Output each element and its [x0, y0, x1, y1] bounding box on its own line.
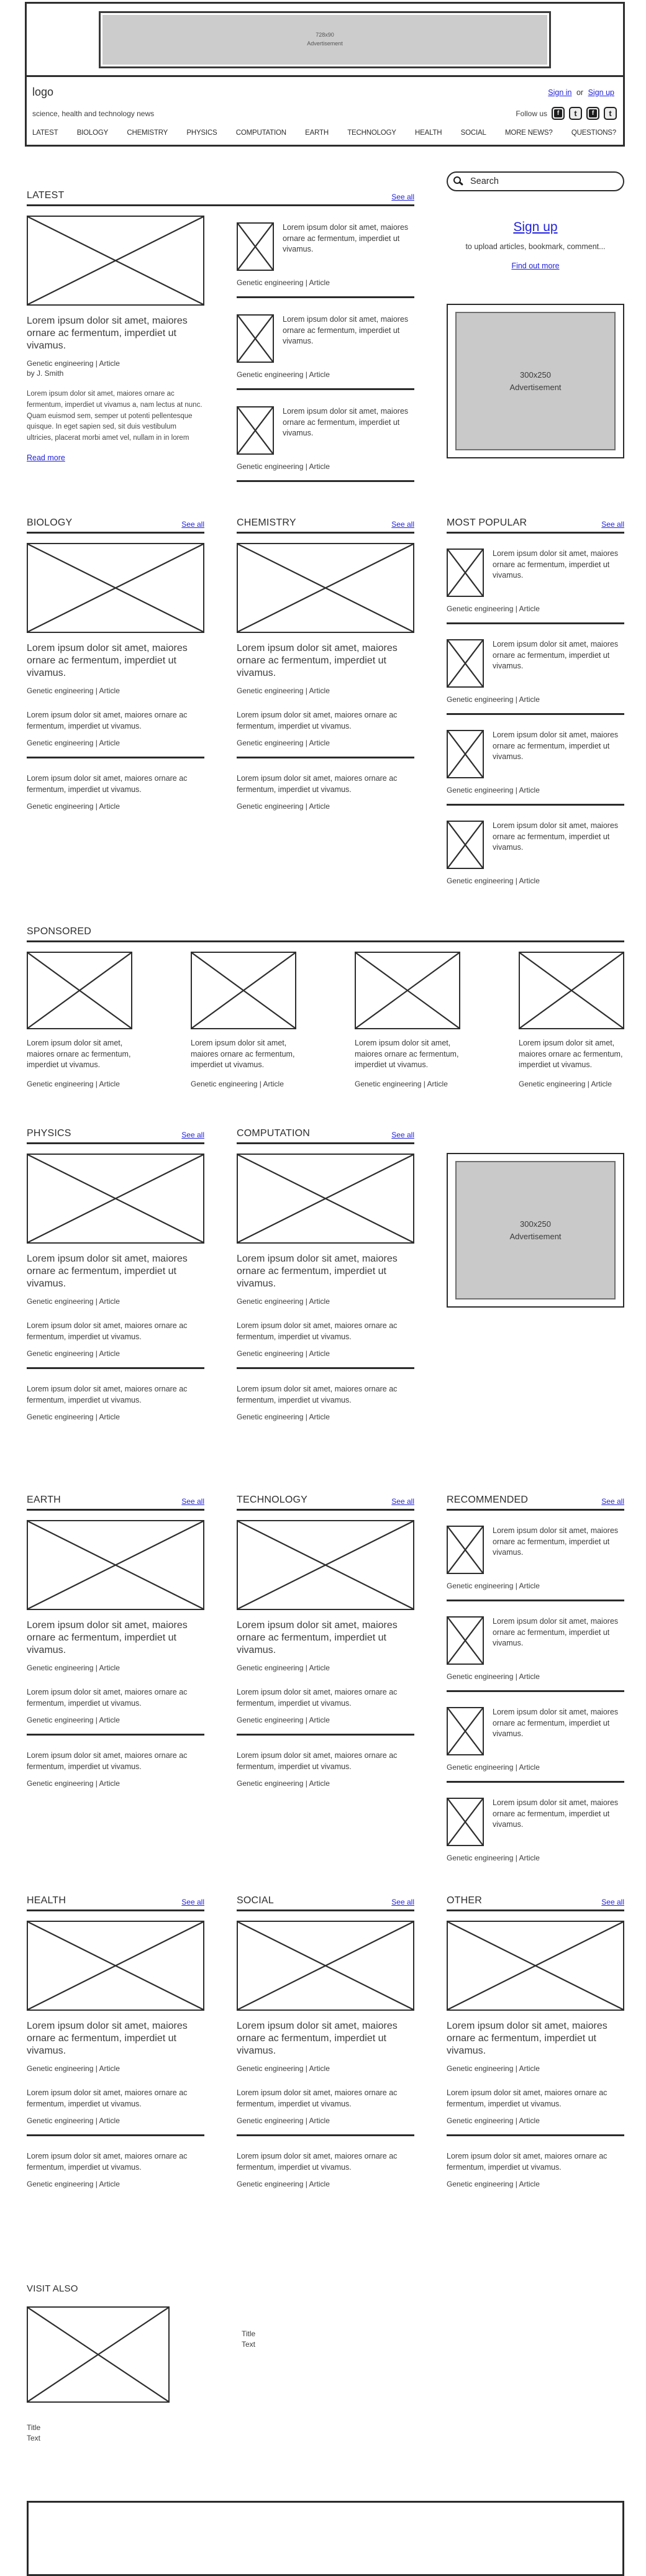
top-ad-container: [25, 2, 625, 77]
divider: [27, 1367, 204, 1369]
main-content: [27, 171, 624, 2444]
visit-tile: [27, 2299, 204, 2444]
article-category: Genetic engineering | Article: [27, 1297, 120, 1306]
article-category: Genetic engineering | Article: [27, 1779, 120, 1788]
article-image-placeholder[interactable]: [447, 1707, 484, 1755]
sponsored-item: [519, 942, 624, 1088]
ad-column: [447, 1128, 624, 1454]
page: [25, 2, 625, 2576]
search-icon: [453, 176, 461, 184]
list-item: [237, 222, 414, 287]
list-item: [237, 710, 414, 747]
nav-latest[interactable]: LATEST: [32, 129, 58, 137]
article-excerpt: Lorem ipsum dolor sit amet, maiores ornare ac fermentum, imperdiet ut vivamus a, nam lectus at nunc. Quam euismod sem, semper ut potenti pellentesque quisque. In eget sapien sed, sit duis vestibulum ultricies, placerat morbi amet vel, nullam in in lorem: [27, 390, 202, 442]
list-item: [447, 1798, 624, 1862]
rect-ad-size: 300x250: [520, 370, 551, 380]
article-category: Genetic engineering | Article: [237, 2180, 330, 2188]
divider: [27, 1734, 204, 1736]
article-title: Lorem ipsum dolor sit amet, maiores ornare ac fermentum, imperdiet ut vivamus.: [493, 1526, 619, 1557]
latest-article-list: [237, 206, 414, 501]
nav-technology[interactable]: TECHNOLOGY: [347, 129, 396, 137]
see-all-link[interactable]: See all: [601, 1898, 624, 1906]
nav-earth[interactable]: EARTH: [305, 129, 329, 137]
article-image-placeholder[interactable]: [27, 543, 204, 633]
section-row-physics: [27, 1128, 624, 1454]
article-title: Lorem ipsum dolor sit amet, maiores ornare ac fermentum, imperdiet ut vivamus.: [27, 1321, 188, 1341]
list-item: [447, 2088, 624, 2125]
article-image-placeholder[interactable]: [27, 952, 132, 1029]
article-category: Genetic engineering | Article: [237, 370, 330, 379]
section-health: [27, 1895, 204, 2249]
article-category: Genetic engineering | Article: [237, 1716, 330, 1724]
signup-promo-link[interactable]: Sign up: [513, 220, 558, 234]
article-title: Lorem ipsum dolor sit amet, maiores ornare ac fermentum, imperdiet ut vivamus.: [493, 730, 619, 761]
visit-tile-caption[interactable]: [242, 2329, 414, 2351]
section-most-popular: [447, 517, 624, 917]
article-image-placeholder[interactable]: [191, 952, 296, 1029]
article-image-placeholder[interactable]: [447, 639, 484, 688]
article-category: Genetic engineering | Article: [355, 1079, 448, 1088]
section-technology: [237, 1495, 414, 1877]
article-category: Genetic engineering | Article: [27, 2116, 120, 2125]
article-category: Genetic engineering | Article: [519, 1079, 612, 1088]
article-category: Genetic engineering | Article: [27, 1716, 120, 1724]
list-item: [27, 1687, 204, 1724]
article-title: Lorem ipsum dolor sit amet, maiores ornare ac fermentum, imperdiet ut vivamus.: [237, 1688, 398, 1708]
article-title: Lorem ipsum dolor sit amet, maiores ornare ac fermentum, imperdiet ut vivamus.: [237, 1620, 398, 1655]
divider: [237, 2134, 414, 2136]
article-title: Lorem ipsum dolor sit amet, maiores ornare ac fermentum, imperdiet ut vivamus.: [493, 549, 619, 580]
see-all-link[interactable]: See all: [391, 1898, 414, 1906]
article-category: Genetic engineering | Article: [447, 1672, 540, 1681]
article-title: Lorem ipsum dolor sit amet, maiores ornare ac fermentum, imperdiet ut vivamus.: [237, 1321, 398, 1341]
divider: [237, 757, 414, 758]
article-image-placeholder[interactable]: [447, 1921, 624, 2011]
site-tagline: science, health and technology news: [32, 109, 155, 118]
section-title: MOST POPULAR: [447, 517, 527, 528]
article-title: Lorem ipsum dolor sit amet, maiores ornare ac fermentum, imperdiet ut vivamus.: [237, 643, 398, 678]
rect-ad-label: Advertisement: [509, 1231, 562, 1241]
list-item: [447, 1707, 624, 1772]
article-title: Lorem ipsum dolor sit amet, maiores ornare ac fermentum, imperdiet ut vivamus.: [493, 1708, 619, 1738]
rect-ad[interactable]: [455, 1161, 616, 1299]
divider: [447, 1781, 624, 1783]
section-title: TECHNOLOGY: [237, 1495, 308, 1505]
list-item: [447, 639, 624, 704]
see-all-link[interactable]: See all: [181, 1131, 204, 1139]
article-byline: by J. Smith: [27, 369, 64, 378]
article-title: Lorem ipsum dolor sit amet, maiores ornare ac fermentum, imperdiet ut vivamus.: [191, 1039, 295, 1069]
list-item: [237, 1321, 414, 1358]
article-title: Lorem ipsum dolor sit amet, maiores ornare ac fermentum, imperdiet ut vivamus.: [493, 821, 619, 852]
list-item: [237, 2151, 414, 2188]
banner-ad-label: Advertisement: [307, 40, 343, 47]
nav-chemistry[interactable]: CHEMISTRY: [127, 129, 168, 137]
section-title: RECOMMENDED: [447, 1495, 529, 1505]
divider: [237, 1367, 414, 1369]
search-bar: [447, 171, 624, 191]
see-all-link[interactable]: See all: [391, 1497, 414, 1506]
article-title: Lorem ipsum dolor sit amet, maiores ornare ac fermentum, imperdiet ut vivamus.: [27, 711, 188, 730]
list-item: [27, 1750, 204, 1788]
see-all-link[interactable]: See all: [391, 1131, 414, 1139]
article-image-placeholder[interactable]: [355, 952, 460, 1029]
see-all-link[interactable]: See all: [181, 1497, 204, 1506]
list-item: [27, 1384, 204, 1421]
section-chemistry: [237, 517, 414, 917]
article-category: Genetic engineering | Article: [237, 686, 330, 695]
article-category: Genetic engineering | Article: [27, 1413, 120, 1421]
sign-up-link[interactable]: Sign up: [588, 88, 614, 97]
auth-or-text: or: [576, 88, 584, 97]
divider: [237, 1734, 414, 1736]
list-item: [237, 1687, 414, 1724]
section-other: [447, 1895, 624, 2249]
nav-social[interactable]: SOCIAL: [460, 129, 486, 137]
article-image-placeholder[interactable]: [27, 1520, 204, 1610]
signup-promo-text: to upload articles, bookmark, comment...: [465, 242, 606, 251]
article-category: Genetic engineering | Article: [447, 1763, 540, 1772]
article-title: Lorem ipsum dolor sit amet, maiores ornare ac fermentum, imperdiet ut vivamus.: [237, 774, 398, 794]
article-category: Genetic engineering | Article: [237, 278, 330, 287]
article-category: Genetic engineering | Article: [237, 2064, 330, 2073]
section-title: COMPUTATION: [237, 1128, 311, 1139]
article-image-placeholder[interactable]: [447, 821, 484, 869]
article-category: Genetic engineering | Article: [237, 739, 330, 747]
facebook-icon[interactable]: f: [586, 107, 599, 120]
article-title: Lorem ipsum dolor sit amet, maiores ornare ac fermentum, imperdiet ut vivamus.: [27, 1385, 188, 1404]
section-title: BIOLOGY: [27, 517, 73, 528]
article-category: Genetic engineering | Article: [447, 604, 540, 613]
site-logo[interactable]: logo: [32, 86, 54, 98]
latest-section-header: [27, 171, 414, 206]
article-category: Genetic engineering | Article: [191, 1079, 284, 1088]
article-category: Genetic engineering | Article: [237, 462, 330, 471]
list-item: [27, 1321, 204, 1358]
article-category: Genetic engineering | Article: [237, 1349, 330, 1358]
rect-ad-container: [447, 1153, 624, 1308]
section-title: HEALTH: [27, 1895, 66, 1906]
nav-biology[interactable]: BIOLOGY: [76, 129, 109, 137]
list-item: [447, 2151, 624, 2188]
twitter-icon[interactable]: t: [604, 107, 617, 120]
rect-ad-label: Advertisement: [509, 382, 562, 392]
article-title: Lorem ipsum dolor sit amet, maiores ornare ac fermentum, imperdiet ut vivamus.: [27, 2021, 188, 2056]
article-title: Lorem ipsum dolor sit amet, maiores ornare ac fermentum, imperdiet ut vivamus.: [27, 2152, 188, 2172]
divider: [447, 1600, 624, 1601]
article-category: Genetic engineering | Article: [27, 739, 120, 747]
sign-in-link[interactable]: Sign in: [548, 88, 572, 97]
signup-promo: [447, 220, 624, 271]
article-title: Lorem ipsum dolor sit amet, maiores ornare ac fermentum, imperdiet ut vivamus.: [27, 774, 188, 794]
article-title: Lorem ipsum dolor sit amet, maiores ornare ac fermentum, imperdiet ut vivamus.: [447, 2088, 607, 2108]
see-all-link[interactable]: See all: [601, 1497, 624, 1506]
article-title: Lorem ipsum dolor sit amet, maiores ornare ac fermentum, imperdiet ut vivamus.: [237, 2088, 398, 2108]
visit-image-placeholder[interactable]: [27, 2306, 170, 2403]
article-image-placeholder[interactable]: [447, 1526, 484, 1574]
article-category: Genetic engineering | Article: [27, 1663, 120, 1672]
article-title: Lorem ipsum dolor sit amet, maiores ornare ac fermentum, imperdiet ut vivamus.: [237, 1751, 398, 1771]
auth-links: [545, 88, 617, 97]
article-category: Genetic engineering | Article: [27, 1349, 120, 1358]
article-image-placeholder[interactable]: [237, 1921, 414, 2011]
section-title: OTHER: [447, 1895, 482, 1906]
facebook-icon[interactable]: f: [552, 107, 565, 120]
read-more-link[interactable]: Read more: [27, 453, 65, 463]
list-item: [237, 1750, 414, 1788]
article-category: Genetic engineering | Article: [237, 1413, 330, 1421]
list-item: [447, 1526, 624, 1590]
section-latest: [27, 171, 624, 501]
twitter-icon[interactable]: t: [569, 107, 582, 120]
section-visit-also: [27, 2283, 624, 2444]
article-category: Genetic engineering | Article: [237, 1779, 330, 1788]
section-title: PHYSICS: [27, 1128, 71, 1139]
article-title: Lorem ipsum dolor sit amet, maiores ornare ac fermentum, imperdiet ut vivamus.: [27, 643, 188, 678]
section-row-health: [27, 1895, 624, 2249]
nav-more-news[interactable]: MORE NEWS?: [504, 129, 553, 137]
visit-tile-text: Text: [242, 2340, 256, 2349]
divider: [237, 480, 414, 482]
list-item: [27, 2151, 204, 2188]
article-category: Genetic engineering | Article: [27, 359, 120, 368]
divider: [237, 388, 414, 390]
section-row-biology: [27, 517, 624, 917]
list-item: [447, 1616, 624, 1681]
visit-tile-title: Title: [242, 2329, 256, 2338]
footer: [27, 2501, 624, 2576]
masthead: [25, 77, 625, 147]
article-category: Genetic engineering | Article: [27, 2064, 120, 2073]
sponsored-item: [355, 942, 460, 1088]
list-item: [447, 548, 624, 613]
section-title: SOCIAL: [237, 1895, 274, 1906]
list-item: [447, 730, 624, 794]
list-item: [447, 821, 624, 885]
article-category: Genetic engineering | Article: [237, 1297, 330, 1306]
visit-tile-text: Text: [27, 2434, 41, 2443]
divider: [27, 757, 204, 758]
nav-computation[interactable]: COMPUTATION: [235, 129, 286, 137]
article-title: Lorem ipsum dolor sit amet, maiores ornare ac fermentum, imperdiet ut vivamus.: [493, 1617, 619, 1647]
divider: [27, 2134, 204, 2136]
list-item: [27, 710, 204, 747]
banner-ad-size: 728x90: [316, 32, 334, 38]
article-image-placeholder[interactable]: [237, 406, 274, 455]
section-biology: [27, 517, 204, 917]
section-title: VISIT ALSO: [27, 2283, 78, 2294]
article-title: Lorem ipsum dolor sit amet, maiores ornare ac fermentum, imperdiet ut vivamus.: [283, 315, 409, 345]
article-category: Genetic engineering | Article: [447, 1582, 540, 1590]
article-image-placeholder[interactable]: [27, 216, 204, 306]
section-social: [237, 1895, 414, 2249]
list-item: [237, 314, 414, 379]
article-title: Lorem ipsum dolor sit amet, maiores ornare ac fermentum, imperdiet ut vivamus.: [519, 1039, 623, 1069]
article-category: Genetic engineering | Article: [237, 802, 330, 811]
visit-tile-title: Title: [27, 2423, 41, 2432]
search-input[interactable]: [447, 171, 624, 191]
article-image-placeholder[interactable]: [237, 543, 414, 633]
article-title: Lorem ipsum dolor sit amet, maiores ornare ac fermentum, imperdiet ut vivamus.: [27, 1039, 131, 1069]
article-category: Genetic engineering | Article: [447, 2064, 540, 2073]
section-title: EARTH: [27, 1495, 61, 1505]
see-all-link[interactable]: See all: [391, 520, 414, 529]
article-image-placeholder[interactable]: [237, 1520, 414, 1610]
divider: [447, 2134, 624, 2136]
follow-us-label: Follow us: [516, 109, 547, 118]
article-title: Lorem ipsum dolor sit amet, maiores ornare ac fermentum, imperdiet ut vivamus.: [237, 711, 398, 730]
find-out-more-link[interactable]: Find out more: [511, 262, 560, 270]
article-category: Genetic engineering | Article: [447, 2116, 540, 2125]
article-title: Lorem ipsum dolor sit amet, maiores ornare ac fermentum, imperdiet ut vivamus.: [493, 640, 619, 670]
article-title: Lorem ipsum dolor sit amet, maiores ornare ac fermentum, imperdiet ut vivamus.: [447, 2152, 607, 2172]
see-all-link[interactable]: See all: [601, 520, 624, 529]
list-item: [27, 2088, 204, 2125]
divider: [237, 296, 414, 298]
see-all-link[interactable]: See all: [181, 520, 204, 529]
visit-tile: [237, 2299, 414, 2444]
section-title: LATEST: [27, 190, 65, 201]
rect-ad[interactable]: [455, 312, 616, 450]
article-category: Genetic engineering | Article: [27, 1079, 120, 1088]
section-recommended: [447, 1495, 624, 1877]
visit-tile-caption[interactable]: [27, 2423, 204, 2444]
article-image-placeholder[interactable]: [447, 1798, 484, 1846]
rect-ad-size: 300x250: [520, 1219, 551, 1229]
article-title: Lorem ipsum dolor sit amet, maiores ornare ac fermentum, imperdiet ut vivamus.: [283, 223, 409, 253]
section-sponsored: [27, 926, 624, 1094]
nav-questions[interactable]: QUESTIONS?: [571, 129, 616, 137]
article-title: Lorem ipsum dolor sit amet, maiores ornare ac fermentum, imperdiet ut vivamus.: [447, 2021, 607, 2056]
list-item: [237, 1384, 414, 1421]
list-item: [237, 406, 414, 471]
section-row-earth: [27, 1495, 624, 1877]
article-category: Genetic engineering | Article: [447, 1854, 540, 1862]
article-image-placeholder[interactable]: [27, 1921, 204, 2011]
article-title: Lorem ipsum dolor sit amet, maiores ornare ac fermentum, imperdiet ut vivamus.: [27, 1254, 188, 1289]
section-physics: [27, 1128, 204, 1438]
article-title: Lorem ipsum dolor sit amet, maiores ornare ac fermentum, imperdiet ut vivamus.: [27, 1688, 188, 1708]
article-image-placeholder[interactable]: [237, 1154, 414, 1244]
article-category: Genetic engineering | Article: [447, 695, 540, 704]
article-title: Lorem ipsum dolor sit amet, maiores ornare ac fermentum, imperdiet ut vivamus.: [237, 1385, 398, 1404]
featured-article: [27, 206, 204, 501]
article-category: Genetic engineering | Article: [27, 686, 120, 695]
article-title: Lorem ipsum dolor sit amet, maiores ornare ac fermentum, imperdiet ut vivamus.: [27, 2088, 188, 2108]
article-category: Genetic engineering | Article: [447, 876, 540, 885]
article-category: Genetic engineering | Article: [27, 802, 120, 811]
article-category: Genetic engineering | Article: [237, 1663, 330, 1672]
article-title: Lorem ipsum dolor sit amet, maiores ornare ac fermentum, imperdiet ut vivamus.: [283, 407, 409, 437]
divider: [447, 1690, 624, 1692]
article-title: Lorem ipsum dolor sit amet, maiores ornare ac fermentum, imperdiet ut vivamus.: [493, 1798, 619, 1829]
article-title: Lorem ipsum dolor sit amet, maiores ornare ac fermentum, imperdiet ut vivamus.: [27, 1620, 188, 1655]
nav-physics[interactable]: PHYSICS: [186, 129, 217, 137]
list-item: [27, 773, 204, 811]
article-title: Lorem ipsum dolor sit amet, maiores ornare ac fermentum, imperdiet ut vivamus.: [237, 1254, 398, 1289]
section-computation: [237, 1128, 414, 1438]
divider: [447, 804, 624, 806]
divider: [447, 622, 624, 624]
section-title: SPONSORED: [27, 926, 92, 937]
see-all-link[interactable]: See all: [391, 193, 414, 201]
article-title: Lorem ipsum dolor sit amet, maiores ornare ac fermentum, imperdiet ut vivamus.: [237, 2021, 398, 2056]
nav-health[interactable]: HEALTH: [415, 129, 442, 137]
article-category: Genetic engineering | Article: [237, 2116, 330, 2125]
rect-ad-container: [447, 304, 624, 458]
article-category: Genetic engineering | Article: [447, 2180, 540, 2188]
article-title: Lorem ipsum dolor sit amet, maiores ornare ac fermentum, imperdiet ut vivamus.: [355, 1039, 459, 1069]
article-title: Lorem ipsum dolor sit amet, maiores ornare ac fermentum, imperdiet ut vivamus.: [27, 316, 188, 351]
article-title: Lorem ipsum dolor sit amet, maiores ornare ac fermentum, imperdiet ut vivamus.: [237, 2152, 398, 2172]
list-item: [237, 2088, 414, 2125]
article-category: Genetic engineering | Article: [447, 786, 540, 794]
article-image-placeholder[interactable]: [237, 222, 274, 271]
sidebar: [447, 171, 624, 501]
article-image-placeholder[interactable]: [447, 730, 484, 778]
article-category: Genetic engineering | Article: [27, 2180, 120, 2188]
banner-ad[interactable]: [99, 11, 551, 68]
article-image-placeholder[interactable]: [27, 1154, 204, 1244]
main-nav: [32, 129, 617, 142]
see-all-link[interactable]: See all: [181, 1898, 204, 1906]
article-image-placeholder[interactable]: [237, 314, 274, 363]
article-title: Lorem ipsum dolor sit amet, maiores ornare ac fermentum, imperdiet ut vivamus.: [27, 1751, 188, 1771]
section-title: CHEMISTRY: [237, 517, 296, 528]
list-item: [237, 773, 414, 811]
article-image-placeholder[interactable]: [519, 952, 624, 1029]
article-image-placeholder[interactable]: [447, 1616, 484, 1665]
sponsored-item: [191, 942, 296, 1088]
article-image-placeholder[interactable]: [447, 548, 484, 597]
section-earth: [27, 1495, 204, 1877]
sponsored-item: [27, 942, 132, 1088]
divider: [447, 713, 624, 715]
